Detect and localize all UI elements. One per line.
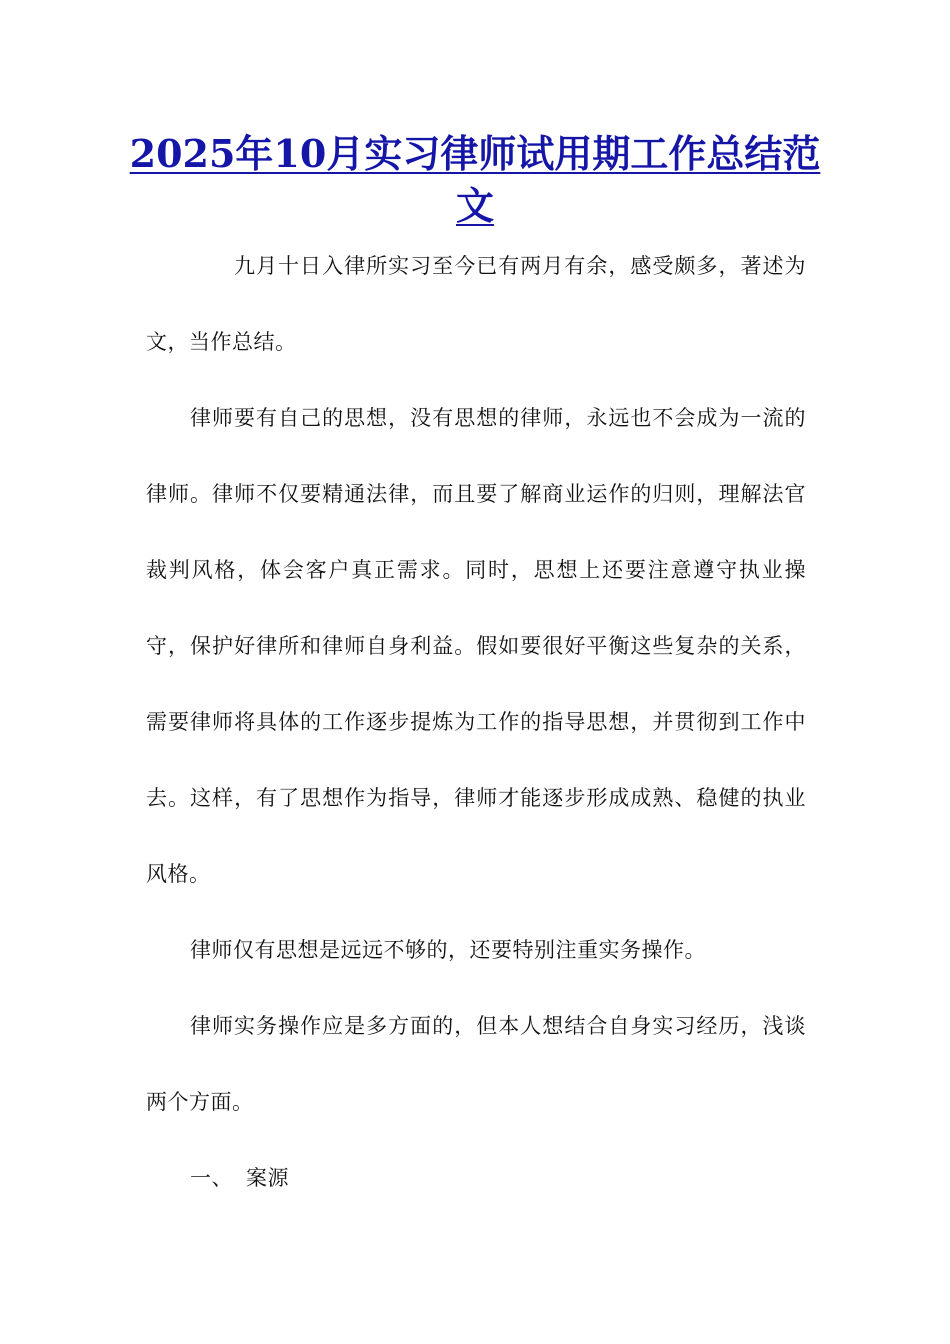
paragraph-4: 律师实务操作应是多方面的，但本人想结合自身实习经历，浅谈两个方面。 [146,1014,806,1114]
document-title: 2025年10月实习律师试用期工作总结范文 [129,131,821,228]
section-number: 一、 [190,1166,233,1190]
section-heading [146,1140,806,1216]
section-title: 案源 [246,1166,289,1190]
paragraph-3: 律师仅有思想是远远不够的，还要特别注重实务操作。 [190,938,706,962]
paragraph-1: 九月十日入律所实习至今已有两月有余，感受颇多，著述为文，当作总结。 [146,254,806,354]
document-body [146,228,806,1216]
paragraph-2: 律师要有自己的思想，没有思想的律师，永远也不会成为一流的律师。律师不仅要精通法律，而且要了解商业运作的归则，理解法官裁判风格，体会客户真正需求。同时，思想上还要注意遵守执业操守，保护好律所和律师自身利益。假如要很好平衡这些复杂的关系，需要律师将具体的工作逐步提炼为工作的指导思想，并贯彻到工作中去。这样，有了思想作为指导，律师才能逐步形成成熟、稳健的执业风格。 [146,406,806,886]
